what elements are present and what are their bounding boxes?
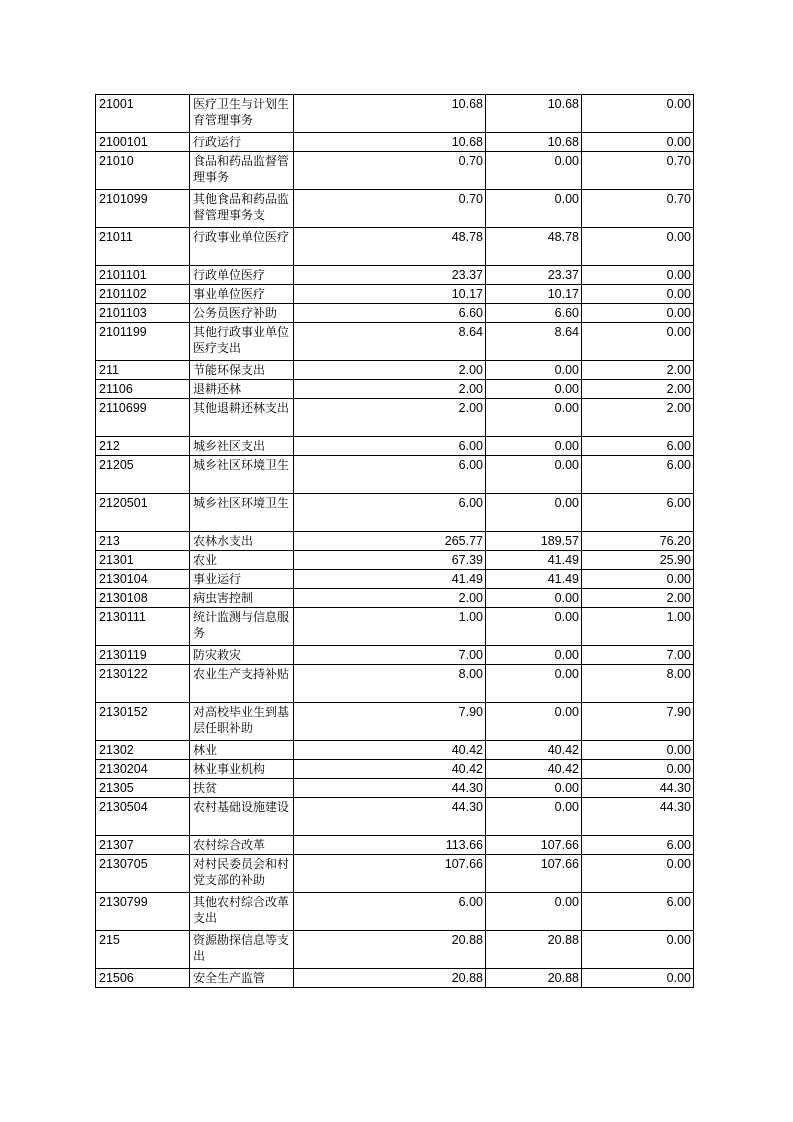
cell-code: 21506	[96, 969, 190, 988]
cell-basic: 0.00	[486, 152, 582, 190]
cell-total: 41.49	[294, 570, 486, 589]
cell-code: 2120501	[96, 494, 190, 532]
cell-basic: 10.68	[486, 95, 582, 133]
cell-total: 7.00	[294, 646, 486, 665]
cell-code: 21307	[96, 836, 190, 855]
cell-basic: 0.00	[486, 456, 582, 494]
cell-code: 21301	[96, 551, 190, 570]
cell-basic: 6.60	[486, 304, 582, 323]
table-row	[96, 779, 694, 798]
cell-name: 其他行政事业单位医疗支出	[190, 323, 294, 361]
table-row	[96, 969, 694, 988]
cell-project: 0.00	[582, 266, 694, 285]
cell-total: 20.88	[294, 931, 486, 969]
cell-name: 农林水支出	[190, 532, 294, 551]
table-row	[96, 456, 694, 494]
cell-project: 2.00	[582, 399, 694, 437]
table-row	[96, 532, 694, 551]
cell-code: 2130122	[96, 665, 190, 703]
cell-basic: 10.68	[486, 133, 582, 152]
cell-basic: 0.00	[486, 437, 582, 456]
cell-code: 21010	[96, 152, 190, 190]
cell-project: 25.90	[582, 551, 694, 570]
table-row	[96, 304, 694, 323]
cell-basic: 48.78	[486, 228, 582, 266]
cell-name: 退耕还林	[190, 380, 294, 399]
cell-basic: 107.66	[486, 855, 582, 893]
cell-code: 2100101	[96, 133, 190, 152]
cell-project: 6.00	[582, 494, 694, 532]
table-row	[96, 361, 694, 380]
cell-total: 8.64	[294, 323, 486, 361]
table-row	[96, 190, 694, 228]
cell-name: 农村基础设施建设	[190, 798, 294, 836]
cell-name: 公务员医疗补助	[190, 304, 294, 323]
cell-total: 2.00	[294, 380, 486, 399]
table-body	[96, 95, 694, 988]
cell-name: 对村民委员会和村党支部的补助	[190, 855, 294, 893]
cell-code: 2130119	[96, 646, 190, 665]
table-row	[96, 399, 694, 437]
cell-total: 265.77	[294, 532, 486, 551]
cell-total: 0.70	[294, 190, 486, 228]
cell-project: 0.00	[582, 931, 694, 969]
cell-code: 2101199	[96, 323, 190, 361]
cell-project: 0.00	[582, 969, 694, 988]
cell-total: 23.37	[294, 266, 486, 285]
cell-total: 10.68	[294, 133, 486, 152]
table-row	[96, 893, 694, 931]
cell-project: 7.00	[582, 646, 694, 665]
cell-project: 0.00	[582, 133, 694, 152]
table-row	[96, 589, 694, 608]
cell-total: 44.30	[294, 779, 486, 798]
cell-name: 农村综合改革	[190, 836, 294, 855]
cell-basic: 0.00	[486, 893, 582, 931]
cell-name: 医疗卫生与计划生育管理事务	[190, 95, 294, 133]
cell-name: 行政单位医疗	[190, 266, 294, 285]
cell-project: 0.00	[582, 285, 694, 304]
table-row	[96, 228, 694, 266]
cell-total: 2.00	[294, 589, 486, 608]
cell-basic: 8.64	[486, 323, 582, 361]
cell-name: 事业单位医疗	[190, 285, 294, 304]
cell-name: 扶贫	[190, 779, 294, 798]
cell-project: 0.00	[582, 741, 694, 760]
cell-name: 防灾救灾	[190, 646, 294, 665]
cell-total: 48.78	[294, 228, 486, 266]
cell-code: 21305	[96, 779, 190, 798]
cell-basic: 0.00	[486, 589, 582, 608]
cell-basic: 0.00	[486, 361, 582, 380]
cell-project: 2.00	[582, 589, 694, 608]
cell-code: 215	[96, 931, 190, 969]
cell-code: 2101101	[96, 266, 190, 285]
table-row	[96, 665, 694, 703]
cell-basic: 41.49	[486, 570, 582, 589]
cell-name: 农业生产支持补贴	[190, 665, 294, 703]
cell-project: 0.00	[582, 95, 694, 133]
cell-name: 统计监测与信息服务	[190, 608, 294, 646]
cell-basic: 189.57	[486, 532, 582, 551]
cell-code: 21205	[96, 456, 190, 494]
cell-code: 213	[96, 532, 190, 551]
cell-project: 6.00	[582, 456, 694, 494]
cell-basic: 10.17	[486, 285, 582, 304]
cell-code: 2130104	[96, 570, 190, 589]
cell-basic: 0.00	[486, 665, 582, 703]
cell-project: 8.00	[582, 665, 694, 703]
cell-total: 6.00	[294, 437, 486, 456]
cell-name: 林业事业机构	[190, 760, 294, 779]
cell-basic: 0.00	[486, 380, 582, 399]
cell-basic: 0.00	[486, 703, 582, 741]
cell-code: 21106	[96, 380, 190, 399]
cell-project: 0.00	[582, 570, 694, 589]
cell-code: 2130111	[96, 608, 190, 646]
cell-project: 0.00	[582, 304, 694, 323]
cell-basic: 40.42	[486, 741, 582, 760]
cell-total: 44.30	[294, 798, 486, 836]
cell-basic: 41.49	[486, 551, 582, 570]
cell-name: 城乡社区环境卫生	[190, 456, 294, 494]
cell-code: 2130705	[96, 855, 190, 893]
cell-basic: 0.00	[486, 798, 582, 836]
cell-name: 其他食品和药品监督管理事务支	[190, 190, 294, 228]
cell-name: 资源勘探信息等支出	[190, 931, 294, 969]
cell-basic: 40.42	[486, 760, 582, 779]
cell-basic: 0.00	[486, 608, 582, 646]
cell-total: 67.39	[294, 551, 486, 570]
cell-total: 6.00	[294, 456, 486, 494]
cell-project: 44.30	[582, 798, 694, 836]
cell-project: 0.00	[582, 323, 694, 361]
cell-name: 城乡社区环境卫生	[190, 494, 294, 532]
cell-total: 10.17	[294, 285, 486, 304]
cell-total: 7.90	[294, 703, 486, 741]
cell-name: 农业	[190, 551, 294, 570]
cell-name: 病虫害控制	[190, 589, 294, 608]
cell-project: 2.00	[582, 361, 694, 380]
cell-project: 2.00	[582, 380, 694, 399]
cell-code: 2110699	[96, 399, 190, 437]
table-row	[96, 646, 694, 665]
table-row	[96, 437, 694, 456]
cell-total: 40.42	[294, 760, 486, 779]
cell-code: 211	[96, 361, 190, 380]
cell-project: 0.00	[582, 228, 694, 266]
table-row	[96, 608, 694, 646]
cell-basic: 0.00	[486, 779, 582, 798]
cell-total: 8.00	[294, 665, 486, 703]
cell-name: 食品和药品监督管理事务	[190, 152, 294, 190]
cell-project: 44.30	[582, 779, 694, 798]
cell-total: 1.00	[294, 608, 486, 646]
cell-name: 行政事业单位医疗	[190, 228, 294, 266]
cell-code: 2130504	[96, 798, 190, 836]
cell-basic: 23.37	[486, 266, 582, 285]
cell-project: 7.90	[582, 703, 694, 741]
cell-total: 6.60	[294, 304, 486, 323]
cell-project: 6.00	[582, 893, 694, 931]
table-row	[96, 855, 694, 893]
cell-name: 对高校毕业生到基层任职补助	[190, 703, 294, 741]
cell-name: 其他退耕还林支出	[190, 399, 294, 437]
cell-project: 0.00	[582, 855, 694, 893]
cell-project: 1.00	[582, 608, 694, 646]
cell-name: 安全生产监管	[190, 969, 294, 988]
cell-basic: 0.00	[486, 190, 582, 228]
table-row	[96, 266, 694, 285]
cell-name: 林业	[190, 741, 294, 760]
cell-total: 2.00	[294, 399, 486, 437]
cell-code: 21011	[96, 228, 190, 266]
cell-name: 事业运行	[190, 570, 294, 589]
table-row	[96, 323, 694, 361]
cell-project: 76.20	[582, 532, 694, 551]
cell-code: 2101103	[96, 304, 190, 323]
cell-project: 6.00	[582, 437, 694, 456]
cell-project: 0.70	[582, 190, 694, 228]
cell-total: 6.00	[294, 494, 486, 532]
cell-code: 21302	[96, 741, 190, 760]
cell-total: 0.70	[294, 152, 486, 190]
table-row	[96, 703, 694, 741]
table-row	[96, 836, 694, 855]
cell-total: 40.42	[294, 741, 486, 760]
cell-project: 0.00	[582, 760, 694, 779]
table-row	[96, 380, 694, 399]
table-row	[96, 285, 694, 304]
table-row	[96, 133, 694, 152]
table-row	[96, 760, 694, 779]
table-row	[96, 95, 694, 133]
budget-table	[95, 94, 694, 988]
cell-code: 212	[96, 437, 190, 456]
cell-basic: 20.88	[486, 931, 582, 969]
cell-basic: 0.00	[486, 646, 582, 665]
cell-code: 2130152	[96, 703, 190, 741]
cell-code: 2101099	[96, 190, 190, 228]
cell-name: 其他农村综合改革支出	[190, 893, 294, 931]
cell-project: 0.70	[582, 152, 694, 190]
cell-code: 2130799	[96, 893, 190, 931]
table-row	[96, 551, 694, 570]
table-row	[96, 494, 694, 532]
cell-code: 2130204	[96, 760, 190, 779]
cell-name: 城乡社区支出	[190, 437, 294, 456]
cell-basic: 0.00	[486, 399, 582, 437]
table-row	[96, 798, 694, 836]
cell-total: 10.68	[294, 95, 486, 133]
table-row	[96, 152, 694, 190]
cell-basic: 0.00	[486, 494, 582, 532]
table-row	[96, 931, 694, 969]
cell-total: 6.00	[294, 893, 486, 931]
table-row	[96, 570, 694, 589]
table-row	[96, 741, 694, 760]
cell-total: 20.88	[294, 969, 486, 988]
cell-basic: 107.66	[486, 836, 582, 855]
cell-total: 2.00	[294, 361, 486, 380]
cell-total: 113.66	[294, 836, 486, 855]
cell-code: 2130108	[96, 589, 190, 608]
cell-project: 6.00	[582, 836, 694, 855]
cell-name: 行政运行	[190, 133, 294, 152]
cell-name: 节能环保支出	[190, 361, 294, 380]
cell-total: 107.66	[294, 855, 486, 893]
cell-basic: 20.88	[486, 969, 582, 988]
cell-code: 2101102	[96, 285, 190, 304]
cell-code: 21001	[96, 95, 190, 133]
